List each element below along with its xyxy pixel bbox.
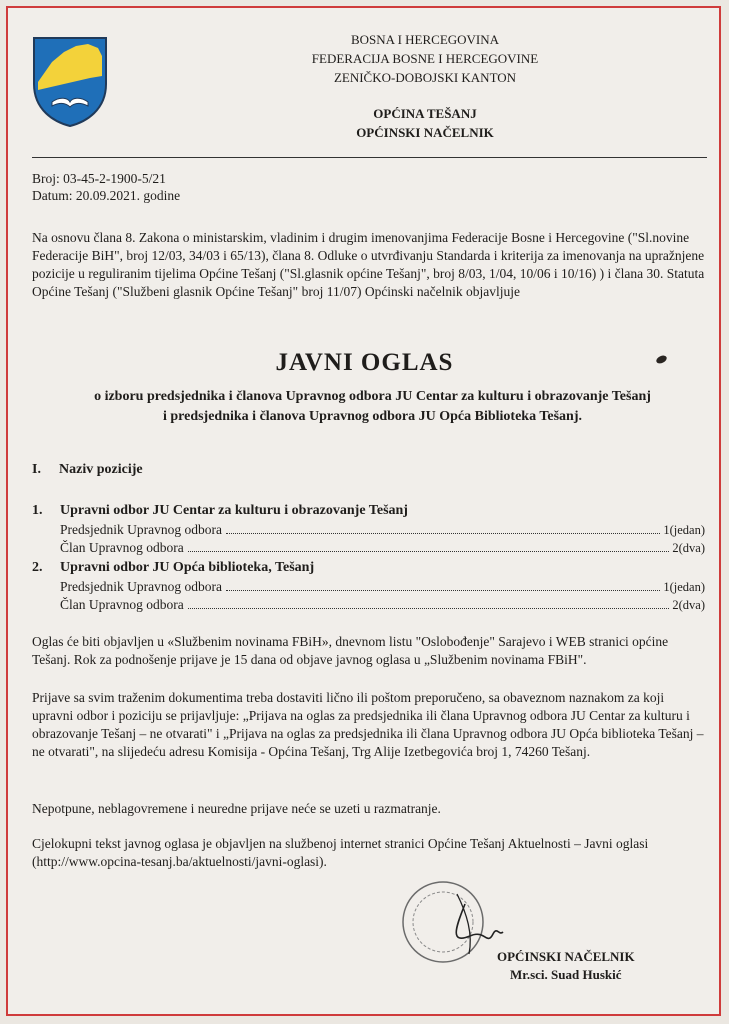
position-count: 1(jedan) [663, 580, 705, 594]
header-municipality: OPĆINA TEŠANJ [373, 106, 477, 121]
incomplete-paragraph: Nepotpune, neblagovremene i neuredne prijave neće se uzeti u razmatranje. [32, 801, 441, 816]
position-row [60, 579, 705, 595]
subtitle-line-2: i predsjednika i članova Upravnog odbora JU Opća Biblioteka Tešanj. [162, 409, 583, 424]
position-label: Član Upravnog odbora [60, 597, 184, 612]
position-row [60, 597, 705, 613]
reference-date: Datum: 20.09.2021. godine [32, 188, 181, 203]
signature-title: OPĆINSKI NAČELNIK [497, 949, 635, 964]
position-count: 2(dva) [672, 598, 705, 612]
header-office: OPĆINSKI NAČELNIK [356, 125, 494, 140]
document-title: JAVNI OGLAS [275, 349, 454, 376]
body-number: 2. [32, 560, 43, 575]
official-stamp-icon [395, 874, 505, 969]
body-heading [32, 503, 408, 519]
position-label: Predsjednik Upravnog odbora [60, 579, 222, 594]
publication-paragraph: Oglas će biti objavljen u «Službenim novinama FBiH», dnevnom listu "Oslobođenje" Sarajevo i WEB stranici općine Tešanj. Rok za podnošenje prijave je 15 dana od objave javnog oglasa u „Službenim novinama FBiH". [32, 634, 669, 667]
header-canton: ZENIČKO-DOBOJSKI KANTON [333, 70, 517, 85]
body-number: 1. [32, 503, 43, 518]
section-label: Naziv pozicije [59, 462, 143, 477]
document-subtitle [40, 387, 705, 427]
body-name: Upravni odbor JU Centar za kulturu i obrazovanje Tešanj [60, 503, 408, 518]
full-text-paragraph: Cjelokupni tekst javnog oglasa je objavljen na službenoj internet stranici Općine Tešanj Aktuelnosti – Javni oglasi (http://www.opcina-tesanj.ba/aktuelnosti/javni-oglasi). [32, 836, 649, 869]
header-country: BOSNA I HERCEGOVINA [350, 32, 500, 47]
reference-block [32, 170, 180, 204]
section-number: I. [32, 462, 41, 477]
header-federation: FEDERACIJA BOSNE I HERCEGOVINE [311, 51, 539, 66]
body-heading [32, 560, 314, 576]
reference-number: Broj: 03-45-2-1900-5/21 [32, 171, 166, 186]
position-row [60, 540, 705, 556]
subtitle-line-1: o izboru predsjednika i članova Upravnog odbora JU Centar za kulturu i obrazovanje Tešanj [94, 389, 651, 404]
document-header [245, 30, 605, 142]
header-divider [32, 157, 707, 158]
intro-paragraph: Na osnovu člana 8. Zakona o ministarskim, vladinim i drugim imenovanjima Federacije Bosne i Hercegovine ("Sl.novine Federacije BiH", broj 12/03, 34/03 i 65/13), člana 8. Odluke o utvrđivanju Standarda i kriterija za imenovanja na upražnjene pozicije u reguliranim tijelima Općine Tešanj ("Sl.glasnik općine Tešanj", broj 8/03, 1/04, 10/06 i 10/16) ) i člana 30. Statuta Općine Tešanj ("Službeni glasnik Općine Tešanj" broj 11/07) Općinski načelnik objavljuje [32, 230, 705, 299]
application-paragraph: Prijave sa svim traženim dokumentima treba dostaviti lično ili poštom preporučeno, sa obaveznom naznakom za koji upravni odbor i poziciju se prijavljuje: „Prijava na oglas za predsjednika ili člana Upravnog odbora JU Centar za kulturu i obrazovanje Tešanj – ne otvarati" i „Prijava na oglas za predsjednika ili člana Upravnog odbora JU Opća biblioteka Tešanj – ne otvarati", na slijedeću adresu Komisija - Općina Tešanj, Trg Alije Izetbegovića broj 1, 74260 Tešanj. [32, 690, 704, 759]
section-heading [32, 462, 143, 478]
coat-of-arms-icon [30, 32, 110, 128]
position-label: Član Upravnog odbora [60, 540, 184, 555]
signature-name: Mr.sci. Suad Huskić [510, 967, 622, 982]
position-count: 1(jedan) [663, 523, 705, 537]
position-label: Predsjednik Upravnog odbora [60, 522, 222, 537]
position-row [60, 522, 705, 538]
position-count: 2(dva) [672, 541, 705, 555]
body-name: Upravni odbor JU Opća biblioteka, Tešanj [60, 560, 315, 575]
